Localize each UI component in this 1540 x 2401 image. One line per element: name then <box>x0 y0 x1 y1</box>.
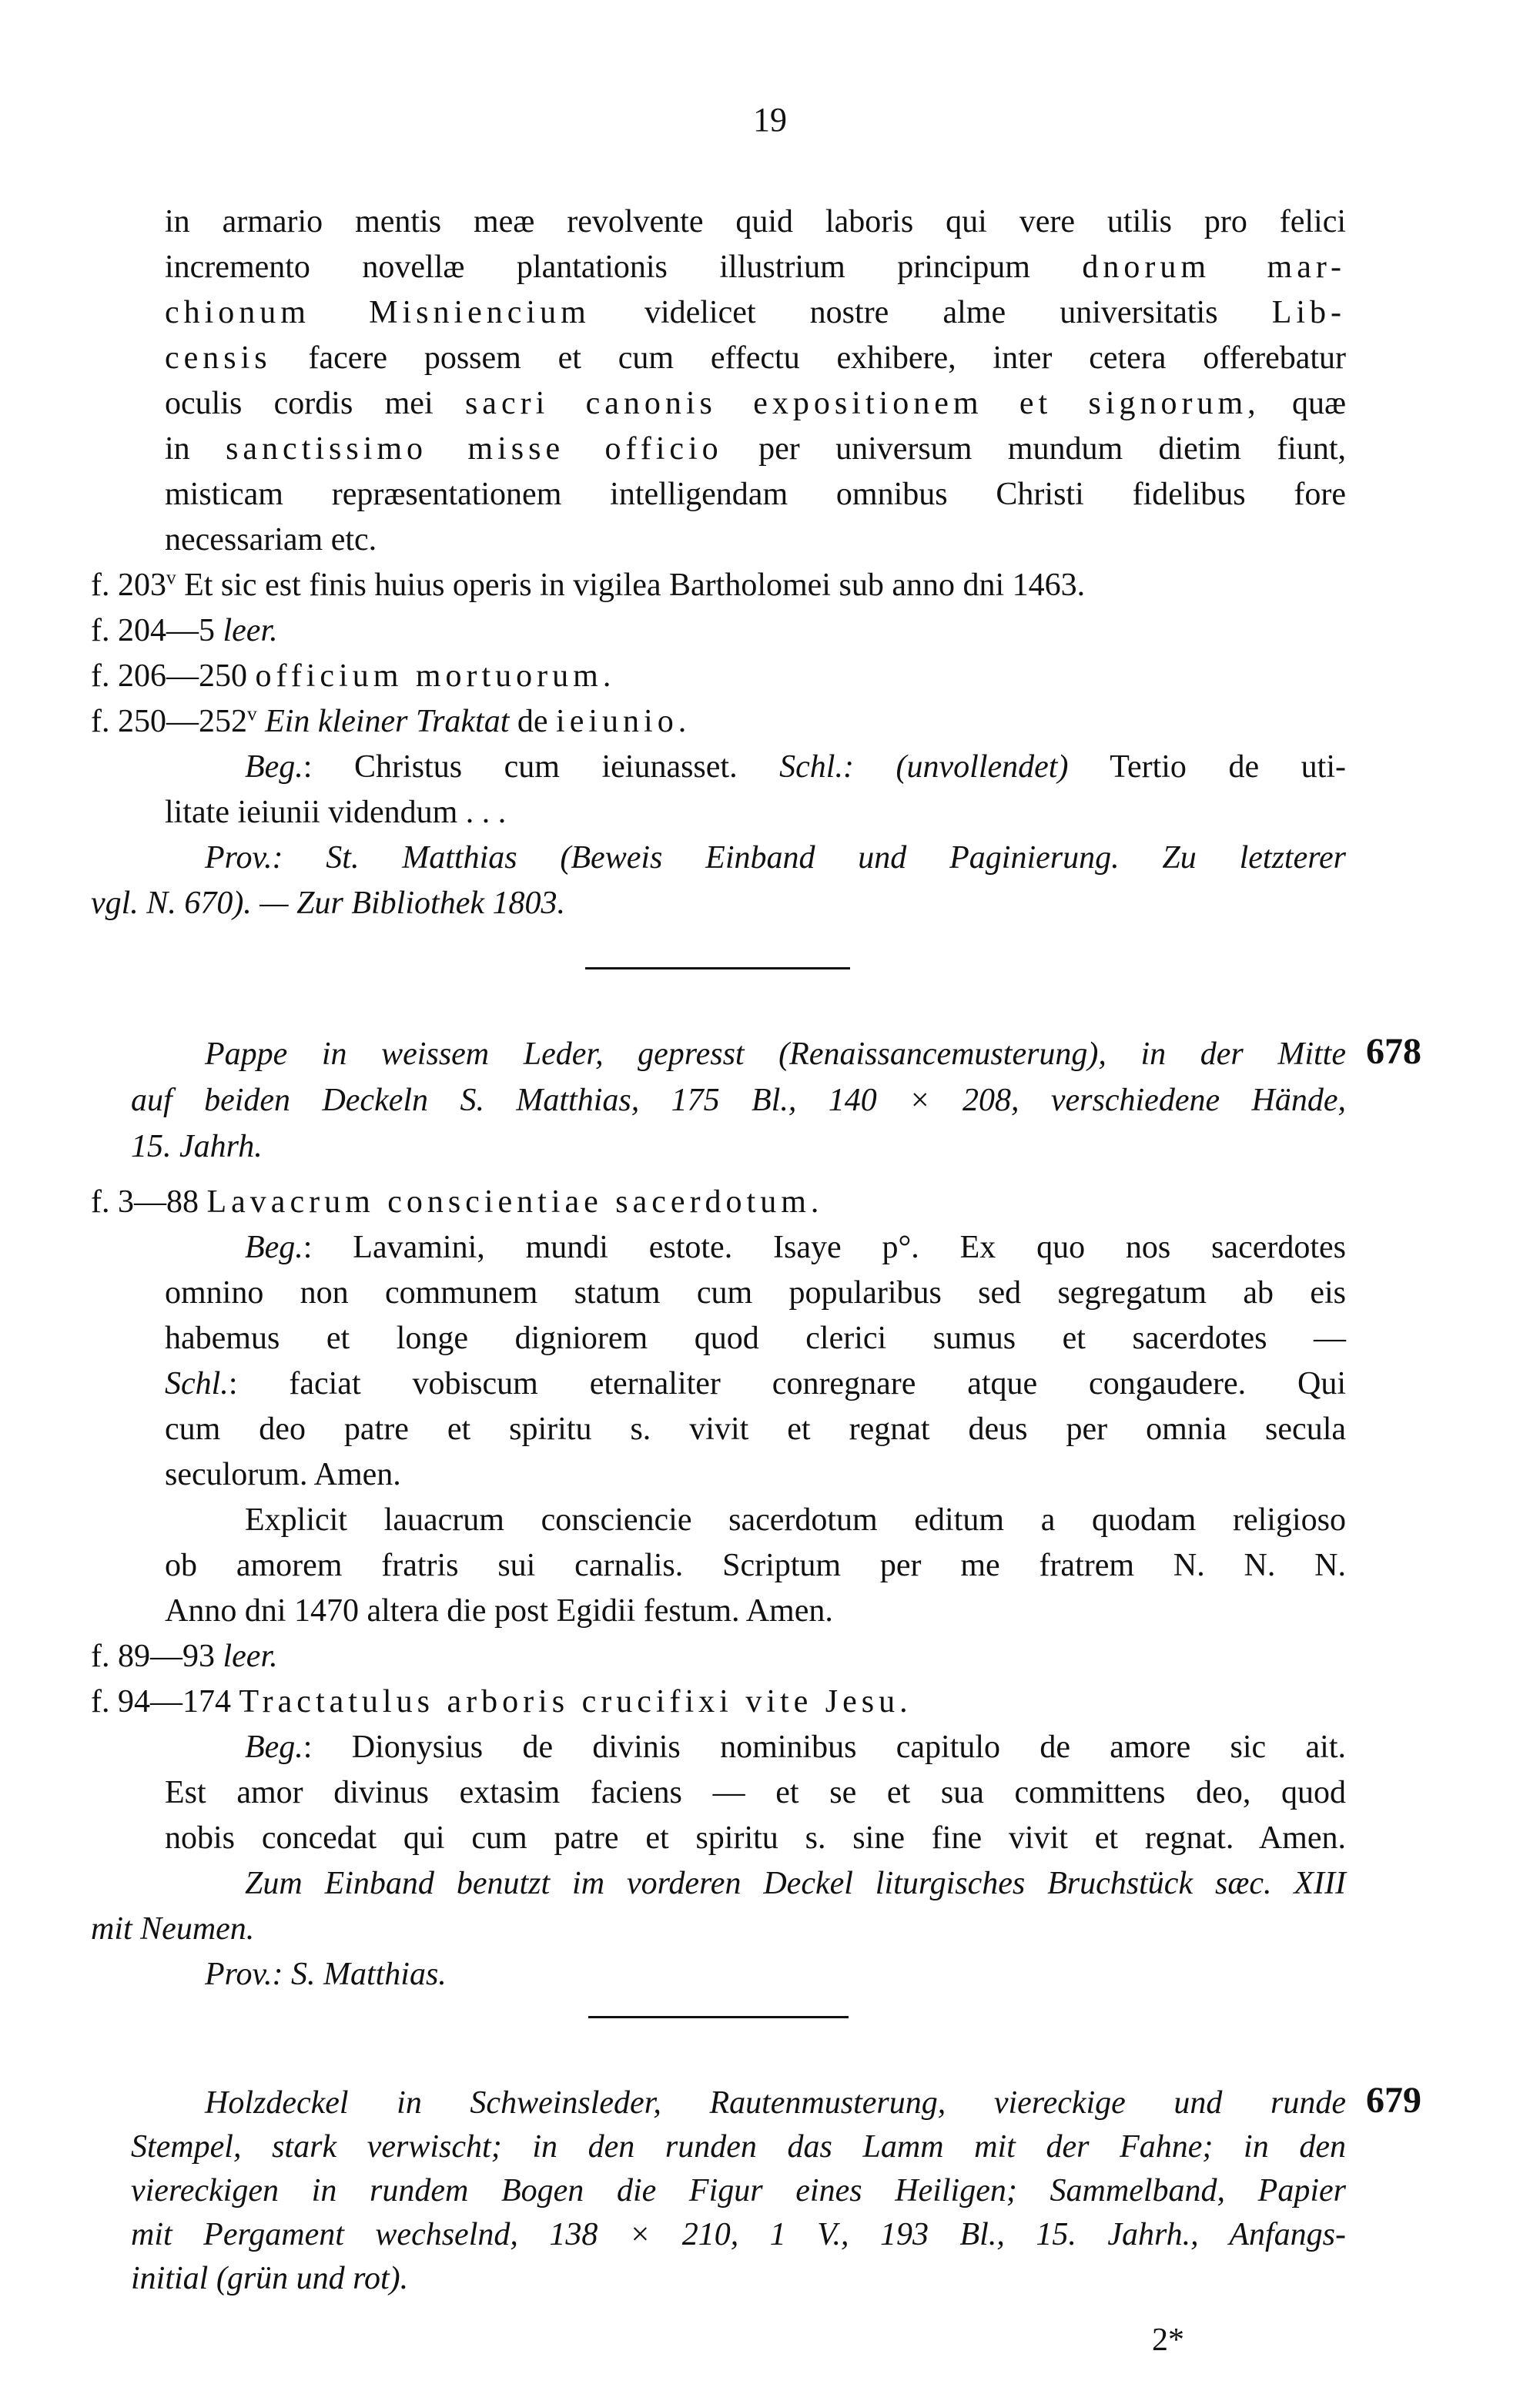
text-line: in armario mentis meæ revolvente quid laboris qui vere utilis pro felici <box>165 204 1346 239</box>
explicit-line: Explicit lauacrum consciencie sacerdotum editum a quodam religioso <box>245 1502 1346 1538</box>
schl-colon: : <box>842 749 854 785</box>
folio-entry <box>91 563 1085 608</box>
page-signature: 2* <box>1152 2322 1184 2358</box>
text-segment: in <box>165 431 190 467</box>
folio-entry <box>91 654 615 698</box>
text-line: omnino non communem statum cum popularibus sed segregatum ab eis <box>165 1275 1346 1311</box>
folio-number: f. 89—93 <box>91 1639 215 1674</box>
entry-title: ieiunio. <box>556 704 691 739</box>
binding-description: 15. Jahrh. <box>131 1129 263 1164</box>
section-divider <box>585 967 850 969</box>
text-line: seculorum. Amen. <box>165 1457 401 1492</box>
folio-entry <box>91 1180 823 1224</box>
spaced-text: sanctissimo misse officio <box>226 431 723 467</box>
beg-text: : Lavamini, mundi estote. Isaye p°. Ex quo nos sacerdotes <box>303 1230 1346 1265</box>
entry-number: 679 <box>1366 2080 1421 2121</box>
text-line: cum deo patre et spiritu s. vivit et regnat deus per omnia secula <box>165 1411 1346 1447</box>
entry-text: leer. <box>223 1639 278 1674</box>
binding-description: viereckigen in rundem Bogen die Figur eines Heiligen; Sammelband, Papier <box>131 2173 1346 2208</box>
entry-number: 678 <box>1366 1031 1421 1072</box>
beg-label: Beg. <box>245 1230 303 1265</box>
text-line <box>165 427 1346 471</box>
folio-number: f. 94—174 <box>91 1684 231 1720</box>
folio-number: f. 206—250 <box>91 658 247 694</box>
entry-text: leer. <box>223 613 278 648</box>
text-line <box>165 245 1346 290</box>
beg-text: : Dionysius de divinis nominibus capitulo de amore sic ait. <box>303 1730 1346 1765</box>
binding-description: Pappe in weissem Leder, gepresst (Renaissancemusterung), in der Mitte <box>205 1036 1346 1072</box>
binding-description: mit Pergament wechselnd, 138 × 210, 1 V., 193 Bl., 15. Jahrh., Anfangs- <box>131 2217 1346 2252</box>
text-line: necessariam etc. <box>165 522 377 558</box>
text-line <box>165 381 1346 426</box>
folio-number: f. 204—5 <box>91 613 215 648</box>
provenance-line: Prov.: S. Matthias. <box>205 1957 447 1992</box>
text-segment: per universum mundum dietim fiunt, <box>758 431 1347 467</box>
binding-description: Holzdeckel in Schweinsleder, Rautenmusterung, viereckige und runde <box>205 2085 1346 2121</box>
folio-entry <box>91 608 278 653</box>
spaced-text: Lib- <box>1271 295 1347 330</box>
prov-label: Prov. <box>205 840 273 876</box>
folio-number: f. 250—252 <box>91 704 247 739</box>
binding-description: initial (grün und rot). <box>131 2261 409 2296</box>
beg-text: : Christus cum ieiunasset. <box>303 749 738 785</box>
section-divider <box>588 2016 849 2018</box>
binding-note: mit Neumen. <box>91 1911 255 1947</box>
verso-mark: v <box>166 568 176 588</box>
entry-title: officium mortuorum. <box>255 658 616 694</box>
ending-line <box>165 1361 1346 1406</box>
verso-mark: v <box>247 704 257 725</box>
folio-number: f. 3—88 <box>91 1184 199 1220</box>
schl-note: (unvollendet) <box>896 749 1069 785</box>
page-number: 19 <box>753 101 787 139</box>
spaced-text: dnorum mar- <box>1082 249 1346 285</box>
explicit-line: Anno dni 1470 altera die post Egidii festum. Amen. <box>165 1593 833 1629</box>
beg-label: Beg. <box>245 749 303 785</box>
schl-text: Tertio de uti- <box>1110 749 1346 785</box>
folio-entry <box>91 1679 912 1724</box>
spaced-text: sacri canonis expositionem et signorum, <box>464 386 1260 421</box>
beginning-line <box>245 745 1346 789</box>
binding-description: auf beiden Deckeln S. Matthias, 175 Bl., 140 × 208, verschiedene Hände, <box>131 1083 1346 1118</box>
text-segment: quæ <box>1292 386 1347 421</box>
text-line: habemus et longe digniorem quod clerici sumus et sacerdotes — <box>165 1321 1346 1356</box>
text-segment: oculis cordis mei <box>165 386 434 421</box>
text-line: misticam repræsentationem intelligendam omnibus Christi fidelibus fore <box>165 477 1346 512</box>
schl-text: : faciat vobiscum eternaliter conregnare atque congaudere. Qui <box>228 1366 1346 1401</box>
prov-text: : St. Matthias (Beweis Einband und Paginierung. Zu letzterer <box>272 840 1346 876</box>
entry-text: Et sic est finis huius operis in vigilea Bartholomei sub anno dni 1463. <box>176 568 1086 603</box>
entry-text: Ein kleiner Traktat <box>265 704 510 739</box>
beg-label: Beg. <box>245 1730 303 1765</box>
beginning-line <box>245 1225 1346 1270</box>
text-segment: incremento novellæ plantationis illustrium principum <box>165 249 1030 285</box>
text-line: litate ieiunii videndum . . . <box>165 795 507 830</box>
schl-label: Schl. <box>779 749 843 785</box>
text-segment: facere possem et cum effectu exhibere, inter cetera offerebatur <box>308 340 1347 376</box>
binding-description: Stempel, stark verwischt; in den runden das Lamm mit der Fahne; in den <box>131 2129 1346 2165</box>
text-line <box>165 336 1346 380</box>
beginning-line <box>245 1725 1346 1770</box>
text-line: Est amor divinus extasim faciens — et se et sua committens deo, quod <box>165 1775 1346 1810</box>
spaced-text: chionum Misniencium <box>165 295 591 330</box>
folio-entry <box>91 1634 278 1679</box>
folio-number: f. 203 <box>91 568 166 603</box>
text-line <box>165 290 1346 335</box>
explicit-line: ob amorem fratris sui carnalis. Scriptum per me fratrem N. N. N. <box>165 1548 1346 1583</box>
provenance-line: vgl. N. 670). — Zur Bibliothek 1803. <box>91 886 565 921</box>
entry-title: Tractatulus arboris crucifixi vite Jesu. <box>239 1684 912 1720</box>
text-line: nobis concedat qui cum patre et spiritu s. sine fine vivit et regnat. Amen. <box>165 1820 1346 1856</box>
spaced-text: censis <box>165 340 272 376</box>
folio-entry <box>91 699 691 744</box>
provenance-line <box>205 835 1346 880</box>
schl-label: Schl. <box>165 1366 229 1401</box>
entry-title: Lavacrum conscientiae sacerdotum. <box>206 1184 824 1220</box>
entry-text: de <box>517 704 548 739</box>
text-segment: videlicet nostre alme universitatis <box>644 295 1218 330</box>
binding-note: Zum Einband benutzt im vorderen Deckel liturgisches Bruchstück sæc. XIII <box>245 1866 1346 1901</box>
